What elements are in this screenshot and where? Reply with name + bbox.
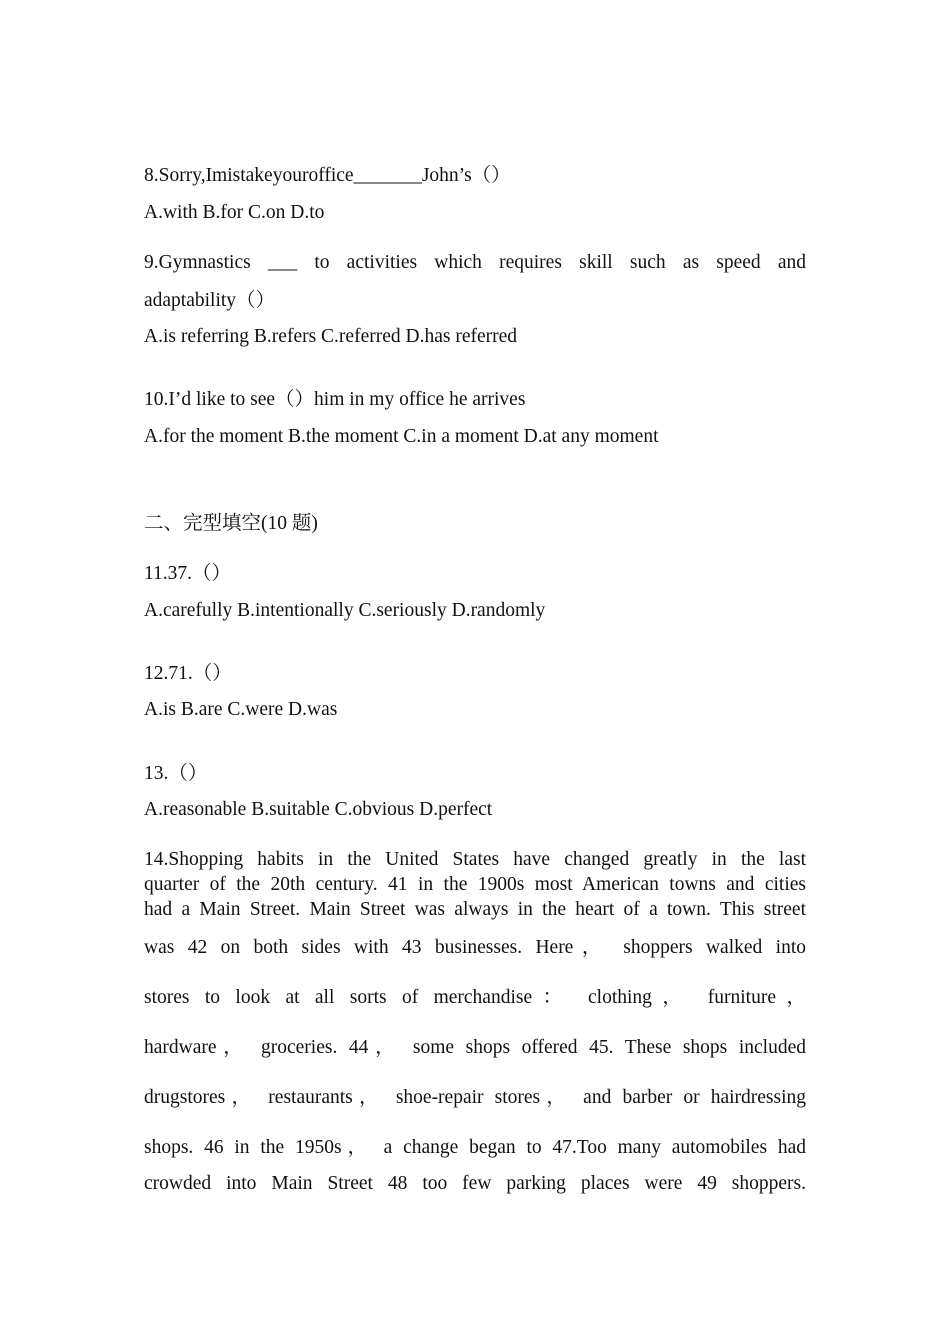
question-9-stem-line2: adaptability（） (144, 290, 276, 311)
section-heading: 二、完型填空(10 题) (144, 513, 318, 534)
passage-line: was 42 on both sides with 43 businesses. Here， shoppers walked into (144, 937, 806, 958)
passage-line: shops. 46 in the 1950s， a change began to 47.Too many automobiles had (144, 1137, 806, 1158)
question-9-options: A.is referring B.refers C.referred D.has referred (144, 326, 518, 347)
passage-line: crowded into Main Street 48 too few parking places were 49 shoppers. (144, 1173, 806, 1194)
question-13-options: A.reasonable B.suitable C.obvious D.perfect (144, 799, 493, 820)
question-9-stem-line1: 9.Gymnastics ___ to activities which requires skill such as speed and (144, 252, 806, 273)
passage-line: quarter of the 20th century. 41 in the 1900s most American towns and cities (144, 874, 806, 895)
passage-line: 14.Shopping habits in the United States have changed greatly in the last (144, 849, 806, 870)
question-8-stem: 8.Sorry,Imistakeyouroffice_______John’s（） (144, 165, 511, 186)
passage-line: had a Main Street. Main Street was always in the heart of a town. This street (144, 899, 806, 920)
question-10-stem: 10.I’d like to see（）him in my office he arrives (144, 389, 526, 410)
question-13-stem: 13.（） (144, 763, 208, 784)
question-8-options: A.with B.for C.on D.to (144, 202, 325, 223)
passage-line: drugstores， restaurants， shoe-repair stores， and barber or hairdressing (144, 1087, 806, 1108)
passage-line: stores to look at all sorts of merchandise： clothing， furniture， (144, 987, 806, 1008)
question-11-stem: 11.37.（） (144, 563, 232, 584)
passage-line: hardware， groceries. 44， some shops offered 45. These shops included (144, 1037, 806, 1058)
question-12-options: A.is B.are C.were D.was (144, 699, 338, 720)
question-10-options: A.for the moment B.the moment C.in a moment D.at any moment (144, 426, 659, 447)
question-11-options: A.carefully B.intentionally C.seriously D.randomly (144, 600, 546, 621)
question-12-stem: 12.71.（） (144, 663, 232, 684)
